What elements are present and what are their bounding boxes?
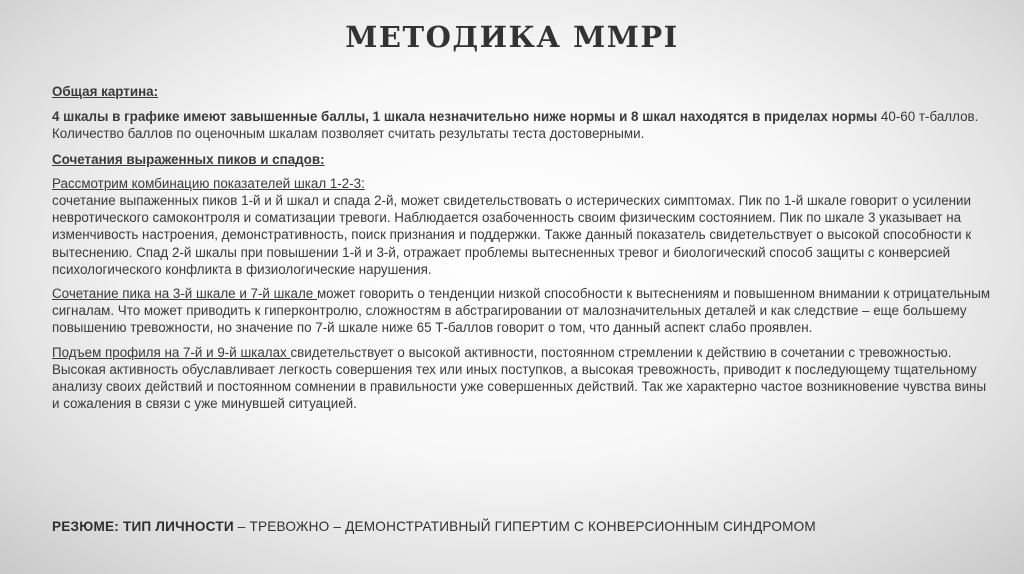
paragraph-3-7-text: может говорить о тенденции низкой способности к вытеснениям и повышенном внимании к отрицательным сигналам. Что может приводить к гиперконтролю, сложностям в абстрагировании от малозначительных деталей и как следствие – еще большему повышению тревожности, но значение по 7-й шкале ниже 65 Т-баллов говорит о том, что данный аспект слабо проявлен. — [52, 286, 991, 336]
paragraph-scales-7-9 — [52, 344, 992, 413]
general-rest-text: 40-60 т-баллов. Количество баллов по оценочным шкалам позволяет считать результаты теста достоверными. — [52, 109, 979, 142]
general-bold-text: 4 шкалы в графике имеют завышенные баллы, 1 шкала незначительно ниже нормы и 8 шкал находятся в приделах нормы — [52, 109, 878, 125]
general-paragraph — [52, 108, 992, 142]
paragraph-1-2-3-text: сочетание выпаженных пиков 1-й и й шкал и спада 2-й, может свидетельствовать о истерических симптомах. Пик по 1-й шкале говорит о усилении невротического самоконтроля и соматизации тревоги. Наблюдается озабоченность своим физическим состоянием. Пик по шкале 3 указывает на изменчивость настроения, демонстративность, поиск признания и поддержки. Также данный показатель свидетельствует о высокой способности к вытеснению. Спад 2-й шкалы при повышении 1-й и 3-й, отражает проблемы вытесненных тревог и биологический способ защиты с конверсией психологического конфликта в физиологические нарушения. — [52, 193, 972, 277]
slide-title: МЕТОДИКА MMPI — [345, 20, 679, 54]
paragraph-7-9-text: свидетельствует о высокой активности, постоянном стремлении к действию в сочетании с тревожностью. Высокая активность обуславливает легкость совершения тех или иных поступков, а высокая тревожность, приводит к последующему тщательному анализу своих действий и постоянном сомнении в правильности уже совершенных действий. Так же характерно частое возникновение чувства вины и сожаления в связи с уже минувшей ситуацией. — [52, 344, 987, 412]
slide-content — [52, 83, 992, 412]
combos-heading: Сочетания выраженных пиков и спадов: — [52, 151, 325, 167]
resume-label: РЕЗЮМЕ: ТИП ЛИЧНОСТИ — [52, 519, 234, 534]
paragraph-1-2-3-lead: Рассмотрим комбинацию показателей шкал 1-2-3: — [52, 175, 365, 191]
resume-line — [52, 519, 992, 534]
general-heading: Общая картина: — [52, 84, 159, 99]
paragraph-scales-1-2-3 — [52, 175, 992, 278]
paragraph-3-7-lead: Сочетание пика на 3-й шкале и 7-й шкале — [52, 286, 317, 302]
resume-text: – ТРЕВОЖНО – ДЕМОНСТРАТИВНЫЙ ГИПЕРТИМ С КОНВЕРСИОННЫМ СИНДРОМОМ — [233, 519, 816, 534]
paragraph-7-9-lead: Подъем профиля на 7-й и 9-й шкалах — [52, 344, 291, 360]
paragraph-scales-3-7 — [52, 285, 992, 337]
